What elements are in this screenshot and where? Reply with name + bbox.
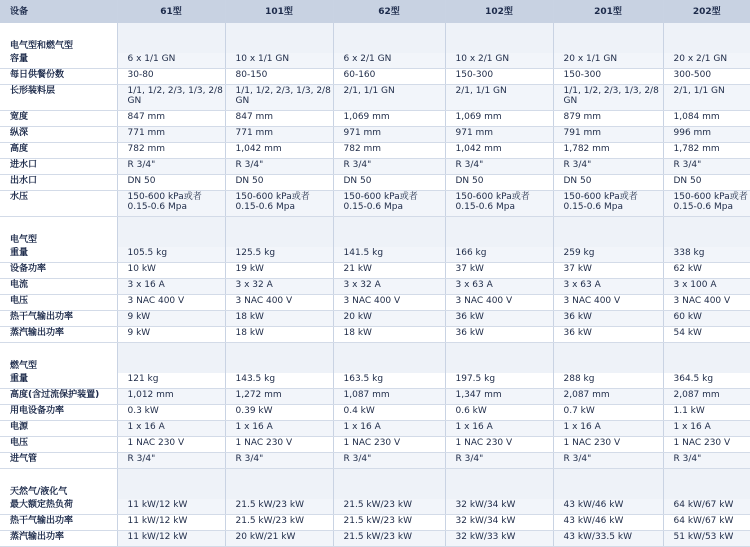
value-cell: 0.39 kW: [225, 405, 333, 421]
value-cell: 1,782 mm: [553, 143, 663, 159]
table-row: [0, 127, 750, 143]
value-cell: 0.6 kW: [445, 405, 553, 421]
value-cell: 10 kW: [117, 263, 225, 279]
row-label: 进气管: [0, 453, 117, 469]
value-cell: 3 x 100 A: [663, 279, 750, 295]
value-cell: 1 x 16 A: [445, 421, 553, 437]
row-label: 热干气输出功率: [0, 515, 117, 531]
row-label: 重量: [0, 247, 117, 263]
value-cell: 150-300: [445, 69, 553, 85]
value-cell: 60 kW: [663, 311, 750, 327]
value-cell: R 3/4": [225, 159, 333, 175]
value-cell: 791 mm: [553, 127, 663, 143]
table-row: [0, 531, 750, 547]
value-cell: 1 x 16 A: [225, 421, 333, 437]
table-row: [0, 247, 750, 263]
value-cell: 36 kW: [445, 327, 553, 343]
value-cell: 1 NAC 230 V: [663, 437, 750, 453]
section-blank-cell: [117, 469, 225, 500]
section-blank-cell: [663, 23, 750, 53]
row-label: 容量: [0, 53, 117, 69]
section-blank-cell: [225, 343, 333, 374]
value-cell: R 3/4": [117, 453, 225, 469]
table-row: [0, 159, 750, 175]
value-cell: 971 mm: [445, 127, 553, 143]
section-blank-cell: [553, 343, 663, 374]
value-cell: 1,782 mm: [663, 143, 750, 159]
value-cell: 37 kW: [445, 263, 553, 279]
value-cell: 1,069 mm: [445, 111, 553, 127]
section-blank-cell: [117, 343, 225, 374]
section-blank-cell: [445, 23, 553, 53]
section-blank-cell: [553, 23, 663, 53]
table-row: [0, 405, 750, 421]
value-cell: 338 kg: [663, 247, 750, 263]
value-cell: 18 kW: [225, 311, 333, 327]
row-label: 设备功率: [0, 263, 117, 279]
value-cell: 1 x 16 A: [553, 421, 663, 437]
section-blank-cell: [225, 217, 333, 248]
section-title: 电气型和燃气型: [0, 23, 117, 53]
row-label: 高度: [0, 143, 117, 159]
value-cell: 1 NAC 230 V: [553, 437, 663, 453]
table-row: [0, 295, 750, 311]
value-cell: 11 kW/12 kW: [117, 531, 225, 547]
value-cell: R 3/4": [333, 159, 445, 175]
header-row: [0, 0, 750, 23]
value-cell: 141.5 kg: [333, 247, 445, 263]
value-cell: 2,087 mm: [553, 389, 663, 405]
section-blank-cell: [333, 469, 445, 500]
value-cell: 21.5 kW/23 kW: [225, 499, 333, 515]
section-blank-cell: [225, 23, 333, 53]
value-cell: 3 x 16 A: [117, 279, 225, 295]
row-label: 每日供餐份数: [0, 69, 117, 85]
value-cell: 1/1, 1/2, 2/3, 1/3, 2/8 GN: [553, 85, 663, 111]
value-cell: 32 kW/33 kW: [445, 531, 553, 547]
row-label: 重量: [0, 373, 117, 389]
value-cell: 150-600 kPa或者 0.15-0.6 Mpa: [333, 191, 445, 217]
value-cell: 105.5 kg: [117, 247, 225, 263]
value-cell: DN 50: [553, 175, 663, 191]
header-cell-101: 101型: [225, 0, 333, 23]
value-cell: 3 NAC 400 V: [663, 295, 750, 311]
section-blank-cell: [445, 469, 553, 500]
value-cell: 21.5 kW/23 kW: [225, 515, 333, 531]
value-cell: 2,087 mm: [663, 389, 750, 405]
value-cell: 21.5 kW/23 kW: [333, 499, 445, 515]
value-cell: 3 NAC 400 V: [333, 295, 445, 311]
value-cell: 0.4 kW: [333, 405, 445, 421]
section-header: [0, 23, 750, 53]
row-label: 出水口: [0, 175, 117, 191]
value-cell: 364.5 kg: [663, 373, 750, 389]
section-blank-cell: [663, 469, 750, 500]
value-cell: DN 50: [117, 175, 225, 191]
table-row: [0, 111, 750, 127]
value-cell: 300-500: [663, 69, 750, 85]
section-header: [0, 343, 750, 374]
value-cell: 1,272 mm: [225, 389, 333, 405]
value-cell: 1.1 kW: [663, 405, 750, 421]
value-cell: 2/1, 1/1 GN: [333, 85, 445, 111]
table-row: [0, 143, 750, 159]
table-row: [0, 191, 750, 217]
value-cell: 3 NAC 400 V: [117, 295, 225, 311]
value-cell: 150-600 kPa或者 0.15-0.6 Mpa: [117, 191, 225, 217]
table-row: [0, 85, 750, 111]
header-cell-62: 62型: [333, 0, 445, 23]
value-cell: 163.5 kg: [333, 373, 445, 389]
header-cell-61: 61型: [117, 0, 225, 23]
section-blank-cell: [445, 343, 553, 374]
value-cell: 6 x 1/1 GN: [117, 53, 225, 69]
value-cell: R 3/4": [445, 453, 553, 469]
value-cell: R 3/4": [445, 159, 553, 175]
row-label: 用电设备功率: [0, 405, 117, 421]
value-cell: 288 kg: [553, 373, 663, 389]
value-cell: 20 x 2/1 GN: [663, 53, 750, 69]
value-cell: 3 x 63 A: [553, 279, 663, 295]
value-cell: 11 kW/12 kW: [117, 515, 225, 531]
section-title: 天然气/液化气: [0, 469, 117, 500]
section-blank-cell: [445, 217, 553, 248]
value-cell: 3 NAC 400 V: [445, 295, 553, 311]
value-cell: 166 kg: [445, 247, 553, 263]
value-cell: R 3/4": [333, 453, 445, 469]
value-cell: 3 x 63 A: [445, 279, 553, 295]
value-cell: R 3/4": [117, 159, 225, 175]
value-cell: 771 mm: [117, 127, 225, 143]
value-cell: 64 kW/67 kW: [663, 515, 750, 531]
row-label: 最大额定热负荷: [0, 499, 117, 515]
value-cell: 197.5 kg: [445, 373, 553, 389]
value-cell: 1 NAC 230 V: [333, 437, 445, 453]
value-cell: 51 kW/53 kW: [663, 531, 750, 547]
value-cell: 54 kW: [663, 327, 750, 343]
value-cell: DN 50: [333, 175, 445, 191]
header-cell-device: 设备: [0, 0, 117, 23]
value-cell: 150-600 kPa或者 0.15-0.6 Mpa: [445, 191, 553, 217]
value-cell: R 3/4": [225, 453, 333, 469]
value-cell: 1,087 mm: [333, 389, 445, 405]
section-blank-cell: [333, 217, 445, 248]
value-cell: 36 kW: [553, 311, 663, 327]
value-cell: 1,347 mm: [445, 389, 553, 405]
section-header: [0, 469, 750, 500]
table-row: [0, 175, 750, 191]
value-cell: 18 kW: [225, 327, 333, 343]
value-cell: 847 mm: [225, 111, 333, 127]
value-cell: 43 kW/33.5 kW: [553, 531, 663, 547]
value-cell: R 3/4": [553, 159, 663, 175]
value-cell: 879 mm: [553, 111, 663, 127]
value-cell: 150-300: [553, 69, 663, 85]
value-cell: 1 x 16 A: [333, 421, 445, 437]
value-cell: 20 x 1/1 GN: [553, 53, 663, 69]
value-cell: 3 x 32 A: [333, 279, 445, 295]
row-label: 蒸汽输出功率: [0, 531, 117, 547]
value-cell: 1/1, 1/2, 2/3, 1/3, 2/8 GN: [225, 85, 333, 111]
value-cell: 36 kW: [553, 327, 663, 343]
value-cell: 9 kW: [117, 327, 225, 343]
table-row: [0, 263, 750, 279]
section-blank-cell: [333, 343, 445, 374]
table-row: [0, 311, 750, 327]
value-cell: 3 NAC 400 V: [553, 295, 663, 311]
value-cell: 782 mm: [333, 143, 445, 159]
value-cell: 21.5 kW/23 kW: [333, 531, 445, 547]
row-label: 蒸汽输出功率: [0, 327, 117, 343]
table-row: [0, 421, 750, 437]
row-label: 电源: [0, 421, 117, 437]
header-cell-201: 201型: [553, 0, 663, 23]
value-cell: R 3/4": [663, 453, 750, 469]
value-cell: 64 kW/67 kW: [663, 499, 750, 515]
value-cell: 121 kg: [117, 373, 225, 389]
value-cell: 782 mm: [117, 143, 225, 159]
value-cell: 2/1, 1/1 GN: [445, 85, 553, 111]
section-blank-cell: [553, 469, 663, 500]
value-cell: 1,042 mm: [445, 143, 553, 159]
section-blank-cell: [225, 469, 333, 500]
value-cell: 143.5 kg: [225, 373, 333, 389]
value-cell: 771 mm: [225, 127, 333, 143]
value-cell: 125.5 kg: [225, 247, 333, 263]
value-cell: 1 x 16 A: [117, 421, 225, 437]
value-cell: 11 kW/12 kW: [117, 499, 225, 515]
value-cell: 971 mm: [333, 127, 445, 143]
row-label: 热干气输出功率: [0, 311, 117, 327]
section-title: 电气型: [0, 217, 117, 248]
value-cell: 2/1, 1/1 GN: [663, 85, 750, 111]
value-cell: 3 NAC 400 V: [225, 295, 333, 311]
value-cell: 9 kW: [117, 311, 225, 327]
value-cell: DN 50: [225, 175, 333, 191]
row-label: 电压: [0, 295, 117, 311]
value-cell: 847 mm: [117, 111, 225, 127]
section-title: 燃气型: [0, 343, 117, 374]
value-cell: R 3/4": [663, 159, 750, 175]
value-cell: 0.7 kW: [553, 405, 663, 421]
value-cell: 1/1, 1/2, 2/3, 1/3, 2/8 GN: [117, 85, 225, 111]
value-cell: 1 NAC 230 V: [225, 437, 333, 453]
value-cell: DN 50: [445, 175, 553, 191]
row-label: 电流: [0, 279, 117, 295]
section-blank-cell: [117, 217, 225, 248]
section-blank-cell: [553, 217, 663, 248]
value-cell: 43 kW/46 kW: [553, 499, 663, 515]
value-cell: 19 kW: [225, 263, 333, 279]
table-row: [0, 437, 750, 453]
value-cell: 21.5 kW/23 kW: [333, 515, 445, 531]
table-row: [0, 373, 750, 389]
value-cell: 18 kW: [333, 327, 445, 343]
table-row: [0, 453, 750, 469]
header-cell-102: 102型: [445, 0, 553, 23]
value-cell: 10 x 2/1 GN: [445, 53, 553, 69]
value-cell: 60-160: [333, 69, 445, 85]
value-cell: 1,084 mm: [663, 111, 750, 127]
row-label: 纵深: [0, 127, 117, 143]
row-label: 进水口: [0, 159, 117, 175]
section-blank-cell: [117, 23, 225, 53]
row-label: 高度(含过流保护装置): [0, 389, 117, 405]
value-cell: 150-600 kPa或者 0.15-0.6 Mpa: [553, 191, 663, 217]
value-cell: 43 kW/46 kW: [553, 515, 663, 531]
row-label: 水压: [0, 191, 117, 217]
table-row: [0, 389, 750, 405]
table-row: [0, 515, 750, 531]
section-blank-cell: [663, 343, 750, 374]
section-blank-cell: [333, 23, 445, 53]
value-cell: DN 50: [663, 175, 750, 191]
value-cell: 996 mm: [663, 127, 750, 143]
value-cell: 1 NAC 230 V: [445, 437, 553, 453]
value-cell: 21 kW: [333, 263, 445, 279]
value-cell: 32 kW/34 kW: [445, 499, 553, 515]
value-cell: 150-600 kPa或者 0.15-0.6 Mpa: [225, 191, 333, 217]
table-row: [0, 69, 750, 85]
value-cell: 6 x 2/1 GN: [333, 53, 445, 69]
header-cell-202: 202型: [663, 0, 750, 23]
row-label: 宽度: [0, 111, 117, 127]
value-cell: 20 kW/21 kW: [225, 531, 333, 547]
value-cell: 1 NAC 230 V: [117, 437, 225, 453]
row-label: 长形装料层: [0, 85, 117, 111]
table-row: [0, 327, 750, 343]
value-cell: 32 kW/34 kW: [445, 515, 553, 531]
value-cell: R 3/4": [553, 453, 663, 469]
value-cell: 1 x 16 A: [663, 421, 750, 437]
table-row: [0, 499, 750, 515]
row-label: 电压: [0, 437, 117, 453]
value-cell: 62 kW: [663, 263, 750, 279]
value-cell: 10 x 1/1 GN: [225, 53, 333, 69]
value-cell: 80-150: [225, 69, 333, 85]
value-cell: 3 x 32 A: [225, 279, 333, 295]
section-header: [0, 217, 750, 248]
table-row: [0, 279, 750, 295]
value-cell: 37 kW: [553, 263, 663, 279]
value-cell: 36 kW: [445, 311, 553, 327]
value-cell: 20 kW: [333, 311, 445, 327]
table-body: [0, 23, 750, 547]
value-cell: 1,069 mm: [333, 111, 445, 127]
value-cell: 0.3 kW: [117, 405, 225, 421]
value-cell: 259 kg: [553, 247, 663, 263]
table-row: [0, 53, 750, 69]
value-cell: 150-600 kPa或者 0.15-0.6 Mpa: [663, 191, 750, 217]
value-cell: 30-80: [117, 69, 225, 85]
value-cell: 1,012 mm: [117, 389, 225, 405]
value-cell: 1,042 mm: [225, 143, 333, 159]
section-blank-cell: [663, 217, 750, 248]
